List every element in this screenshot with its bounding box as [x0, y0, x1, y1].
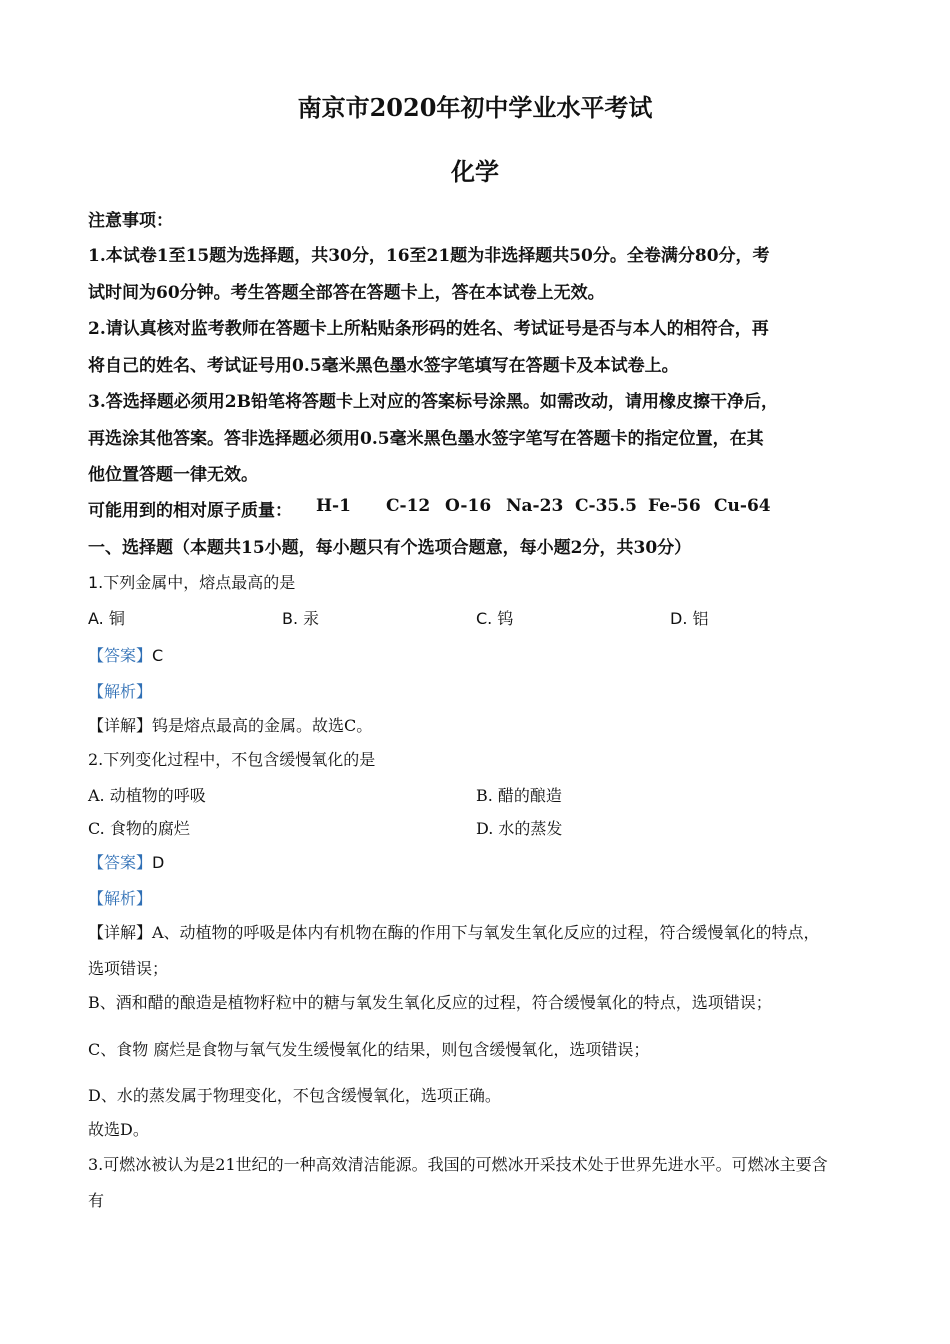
atomic-mass: Na-23 [506, 496, 564, 516]
option-d: D. 铝 [670, 609, 709, 628]
notes-line: 他位置答题一律无效。 [88, 465, 258, 485]
question-stem: 3.可燃冰被认为是21世纪的一种高效清洁能源。我国的可燃冰开采技术处于世界先进水平。可燃冰主要含 [88, 1155, 828, 1174]
notes-line: 2.请认真核对监考教师在答题卡上所粘贴条形码的姓名、考试证号是否与本人的相符合，再 [88, 319, 769, 339]
detail-text: 【详解】A、动植物的呼吸是体内有机物在酶的作用下与氧发生氧化反应的过程，符合缓慢氧化的特点， [88, 923, 820, 942]
notes-line: 试时间为60分钟。考生答题全部答在答题卡上，答在本试卷上无效。 [88, 283, 605, 303]
notes-line: 将自己的姓名、考试证号用0.5毫米黑色墨水签字笔填写在答题卡及本试卷上。 [88, 356, 679, 376]
option-d: D. 水的蒸发 [476, 819, 563, 838]
atomic-mass: C-12 [386, 496, 431, 516]
atomic-mass: H-1 [316, 496, 351, 516]
answer-value: D [152, 853, 165, 872]
notes-line: 再选涂其他答案。答非选择题必须用0.5毫米黑色墨水签字笔写在答题卡的指定位置，在其 [88, 429, 764, 449]
detail-text: C、食物 腐烂是食物与氧气发生缓慢氧化的结果，则包含缓慢氧化，选项错误； [88, 1040, 650, 1059]
exam-title: 南京市2020年初中学业水平考试 [297, 93, 653, 122]
option-c: C. 食物的腐烂 [88, 819, 190, 838]
detail-text: D、水的蒸发属于物理变化，不包含缓慢氧化，选项正确。 [88, 1086, 501, 1105]
atomic-mass: O-16 [445, 496, 492, 516]
notes-heading: 注意事项： [88, 211, 173, 231]
analysis-tag: 【解析】 [88, 889, 153, 908]
option-b: B. 醋的酿造 [476, 786, 562, 805]
atomic-mass: Cu-64 [714, 496, 771, 516]
notes-line: 1.本试卷1至15题为选择题，共30分，16至21题为非选择题共50分。全卷满分80分，考 [88, 246, 770, 266]
subject-title: 化学 [451, 157, 499, 186]
question-stem: 1.下列金属中，熔点最高的是 [88, 573, 296, 592]
answer-line [88, 850, 164, 873]
conclusion-text: 故选D。 [88, 1120, 149, 1139]
detail-text: B、酒和醋的酿造是植物籽粒中的糖与氧发生氧化反应的过程，符合缓慢氧化的特点，选项错误； [88, 993, 772, 1012]
option-a: A. 动植物的呼吸 [88, 786, 206, 805]
question-stem: 有 [88, 1191, 105, 1210]
section-heading: 一、选择题（本题共15小题，每小题只有个选项合题意，每小题2分，共30分） [88, 538, 692, 558]
detail-text: 选项错误； [88, 959, 169, 978]
answer-value: C [152, 646, 164, 665]
answer-line [88, 643, 163, 666]
option-b: B. 汞 [282, 609, 320, 628]
option-a: A. 铜 [88, 609, 125, 628]
analysis-tag: 【解析】 [88, 682, 153, 701]
atomic-mass: C-35.5 [575, 496, 637, 516]
question-stem: 2.下列变化过程中，不包含缓慢氧化的是 [88, 750, 376, 769]
answer-tag: 【答案】 [88, 646, 153, 665]
option-c: C. 钨 [476, 609, 514, 628]
detail-text: 【详解】钨是熔点最高的金属。故选C。 [88, 716, 373, 735]
atomic-mass: Fe-56 [648, 496, 701, 516]
atomic-mass-label: 可能用到的相对原子质量： [88, 501, 292, 521]
answer-tag: 【答案】 [88, 853, 153, 872]
notes-line: 3.答选择题必须用2B铅笔将答题卡上对应的答案标号涂黑。如需改动，请用橡皮擦干净后， [88, 392, 778, 412]
